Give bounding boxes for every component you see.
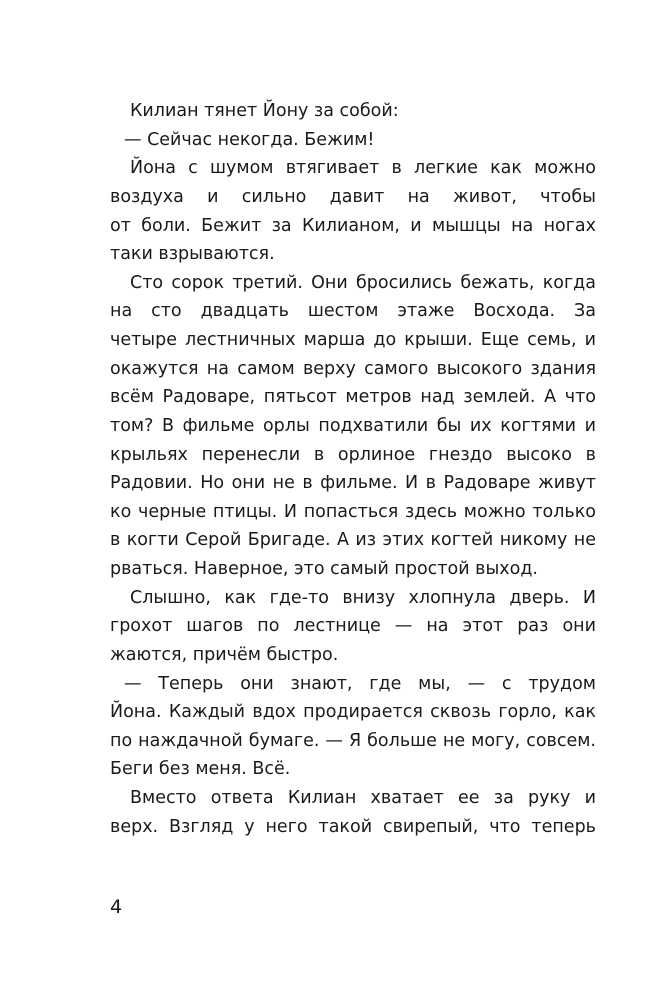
- text-line: — Сейчас некогда. Бежим!: [124, 129, 375, 150]
- text-line: в когти Серой Бригаде. А из этих когтей никому не: [110, 530, 596, 551]
- text-line: грохот шагов по лестнице — на этот раз они: [110, 616, 596, 637]
- text-line: на сто двадцать шестом этаже Восхода. За: [110, 301, 596, 322]
- text-line: рваться. Наверное, это самый простой выход.: [110, 559, 538, 579]
- text-line: всём Радоваре, пятьсот метров над землей. А что: [110, 387, 596, 408]
- text-line: Сто сорок третий. Они бросились бежать, когда: [130, 272, 596, 293]
- page-number: 4: [110, 896, 123, 918]
- text-line: Вместо ответа Килиан хватает ее за руку и: [130, 788, 596, 808]
- text-line: — Теперь они знают, где мы, — с трудом: [124, 673, 596, 694]
- text-line: по наждачной бумаге. — Я больше не могу, совсем.: [110, 730, 596, 751]
- text-line: Килиан тянет Йону за собой:: [130, 101, 399, 121]
- text-line: ко черные птицы. И попасться здесь можно только: [110, 501, 596, 522]
- text-line: жаются, причём быстро.: [110, 644, 339, 665]
- text-line: Йона с шумом втягивает в легкие как можно: [130, 158, 596, 179]
- page-body-text: [110, 97, 596, 841]
- text-line: том? В фильме орлы подхватили бы их когтями и: [110, 415, 596, 436]
- text-line: Слышно, как где-то внизу хлопнула дверь. И: [130, 587, 596, 608]
- text-line: Беги без меня. Всё.: [110, 759, 291, 780]
- text-line: четыре лестничных марша до крыши. Еще семь, и: [110, 330, 596, 350]
- text-line: Йона. Каждый вдох продирается сквозь горло, как: [110, 702, 596, 723]
- text-line: верх. Взгляд у него такой свирепый, что теперь: [110, 816, 596, 837]
- text-line: от боли. Бежит за Килианом, и мышцы на ногах: [110, 215, 596, 236]
- text-line: воздуха и сильно давит на живот, чтобы: [110, 186, 596, 207]
- text-line: Радовии. Но они не в фильме. И в Радоваре живут: [110, 473, 596, 494]
- text-line: окажутся на самом верху самого высокого здания: [110, 358, 596, 379]
- text-line: крыльях перенесли в орлиное гнездо высоко в: [110, 444, 596, 465]
- text-line: таки взрываются.: [110, 244, 275, 265]
